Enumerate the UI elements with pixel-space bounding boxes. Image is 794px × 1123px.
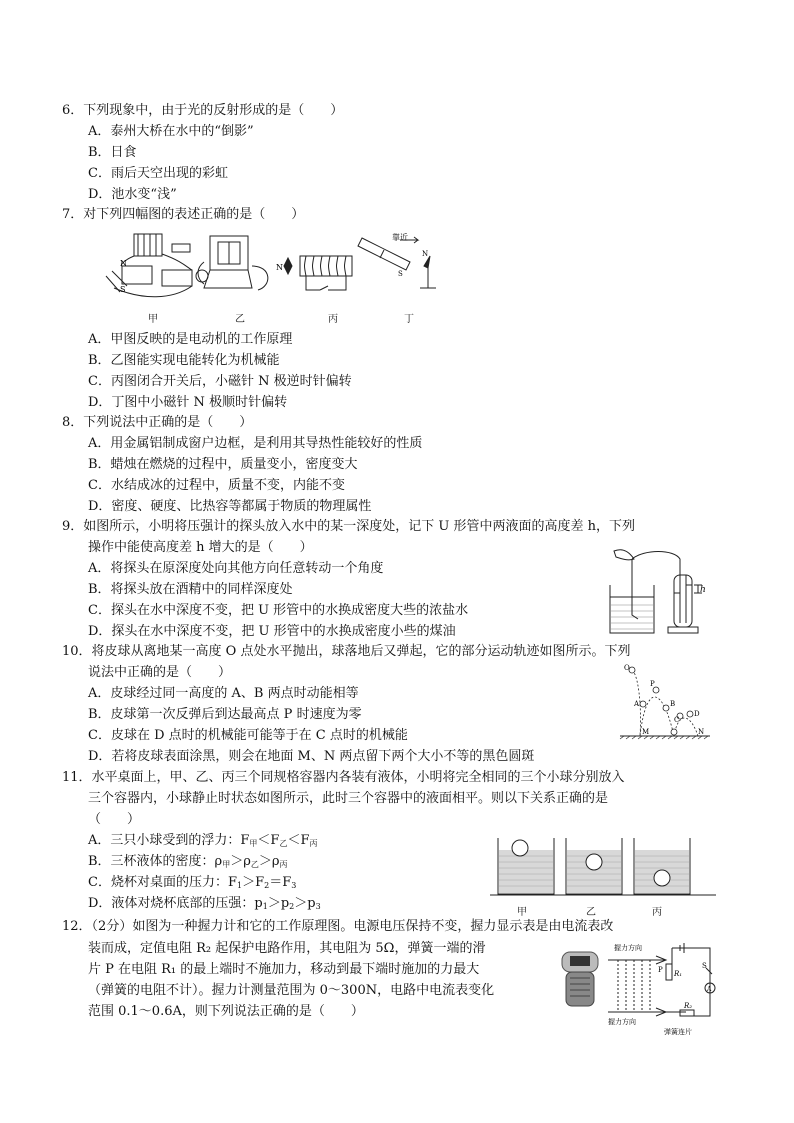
q11-label-yi: 乙 <box>586 907 596 918</box>
q10-point-p: P <box>650 680 655 688</box>
q7-figure-bing <box>284 256 352 290</box>
q7-figure-yi <box>196 236 268 290</box>
q9-option-c: C．探头在水中深度不变，把 U 形管中的水换成密度大些的浓盐水 <box>88 603 469 618</box>
q11-stem-line1: 11．水平桌面上，甲、乙、丙三个同规格容器内各装有液体，小明将完全相同的三个小球分别放入 <box>62 770 625 785</box>
q7-figures <box>92 226 447 306</box>
q12-switch-s-label: S <box>702 962 707 970</box>
q10-option-c: C．皮球在 D 点时的机械能可能等于在 C 点时的机械能 <box>88 728 408 743</box>
q10-point-o: O <box>624 664 630 672</box>
q11-option-b: B．三杯液体的密度：$\rho_甲>\rho_乙>\rho_丙$ <box>88 854 288 869</box>
q7-fig-n-label: N <box>120 259 127 268</box>
q12-spring-plate-label: 弹簧连片 <box>664 1028 692 1036</box>
q11-label-jia: 甲 <box>517 907 527 918</box>
q7-fig-ding-n: N <box>422 250 429 258</box>
q9-option-d: D．探头在水中深度不变，把 U 形管中的水换成密度小些的煤油 <box>88 624 456 639</box>
q9-option-b: B．将探头放在酒精中的同样深度处 <box>88 582 293 597</box>
q7-stem: 7．对下列四幅图的表述正确的是（ ） <box>62 207 305 222</box>
q10-ball-trajectory-figure <box>610 664 714 744</box>
q6-option-d: D．池水变“浅” <box>88 187 177 202</box>
q12-force-direction-bottom: 握力方向 <box>608 1018 636 1026</box>
q10-point-a: A <box>634 700 640 708</box>
q10-point-d: D <box>694 710 700 718</box>
q11-option-c: C．烧杯对桌面的压力：$F_1>F_2=F_3$ <box>88 875 297 890</box>
q10-option-d: D．若将皮球表面涂黑，则会在地面 M、N 两点留下两个大小不等的黑色圆斑 <box>88 749 535 764</box>
q7-fig-ding-s: S <box>398 270 403 278</box>
q10-point-n: N <box>698 728 705 736</box>
q7-fig-s-label: S <box>120 285 126 294</box>
q12-circuit-diagram <box>606 940 716 1036</box>
q12-ammeter-a-label: A <box>707 986 712 993</box>
q7-fig-near-label: 靠近 <box>392 233 408 242</box>
q10-option-a: A．皮球经过同一高度的 A、B 两点时动能相等 <box>88 686 359 701</box>
q6-option-c: C．雨后天空出现的彩虹 <box>88 166 228 181</box>
q11-stem-line3: （ ） <box>88 812 141 827</box>
q12-line3: 片 P 在电阻 R₁ 的最上端时不施加力，移动到最下端时施加的力最大 <box>88 962 480 977</box>
q9-fig-h-label: h <box>700 585 706 595</box>
q7-option-d: D．丁图中小磁针 N 极顺时针偏转 <box>88 395 288 410</box>
q9-pressure-gauge-figure <box>604 545 714 640</box>
q11-containers-figure <box>490 834 716 898</box>
q7-option-a: A．甲图反映的是电动机的工作原理 <box>88 332 293 347</box>
q7-label-yi: 乙 <box>235 314 245 325</box>
q10-stem-line2: 说法中正确的是（ ） <box>88 665 232 680</box>
q7-figure-ding <box>358 237 436 288</box>
q12-line4: （弹簧的电阻不计）。握力计测量范围为 0～300N，电路中电流表变化 <box>88 983 495 998</box>
q7-label-bing: 丙 <box>328 314 338 325</box>
q12-grip-device-photo <box>556 948 604 1012</box>
q8-option-a: A．用金属铝制成窗户边框，是利用其导热性能较好的性质 <box>88 436 423 451</box>
q7-fig-bing-n: N <box>276 263 283 272</box>
q11-option-a: A．三只小球受到的浮力：$F_甲<F_乙<F_丙$ <box>88 833 318 848</box>
q7-option-b: B．乙图能实现电能转化为机械能 <box>88 353 280 368</box>
q12-force-direction-top: 握力方向 <box>614 944 642 952</box>
q7-option-c: C．丙图闭合开关后，小磁针 N 极逆时针偏转 <box>88 374 352 389</box>
q12-slider-p-label: P <box>658 966 663 974</box>
q11-stem-line2: 三个容器内，小球静止时状态如图所示，此时三个容器中的液面相平。则以下关系正确的是 <box>88 791 609 806</box>
q7-figure-jia <box>106 234 192 297</box>
q9-stem-line1: 9．如图所示，小明将压强计的探头放入水中的某一深度处，记下 U 形管中两液面的高度差 h，下列 <box>62 519 635 534</box>
q6-stem: 6．下列现象中，由于光的反射形成的是（ ） <box>62 103 344 118</box>
q10-point-b: B <box>670 700 676 708</box>
q12-line2: 装而成，定值电阻 R₂ 起保护电路作用，其电阻为 5Ω，弹簧一端的滑 <box>88 941 486 956</box>
q7-label-jia: 甲 <box>148 314 158 325</box>
q10-point-c: C <box>674 716 680 724</box>
q12-line5: 范围 0.1～0.6A，则下列说法正确的是（ ） <box>88 1004 364 1019</box>
q7-label-ding: 丁 <box>404 314 414 325</box>
q12-r2-label: R₂ <box>684 1002 693 1010</box>
q10-option-b: B．皮球第一次反弹后到达最高点 P 时速度为零 <box>88 707 362 722</box>
q6-option-b: B．日食 <box>88 145 137 160</box>
q12-line1: 12．（2分）如图为一种握力计和它的工作原理图。电源电压保持不变，握力显示表是由电流表改 <box>62 919 614 934</box>
q10-stem-line1: 10．将皮球从离地某一高度 O 点处水平抛出，球落地后又弹起，它的部分运动轨迹如图所示。下列 <box>62 644 631 659</box>
q9-option-a: A．将探头在原深度处向其他方向任意转动一个角度 <box>88 561 384 576</box>
q8-option-c: C．水结成冰的过程中，质量不变，内能不变 <box>88 478 345 493</box>
q9-stem-line2: 操作中能使高度差 h 增大的是（ ） <box>88 540 313 555</box>
q6-option-a: A．泰州大桥在水中的“倒影” <box>88 124 254 139</box>
q11-label-bing: 丙 <box>652 907 662 918</box>
q8-option-b: B．蜡烛在燃烧的过程中，质量变小，密度变大 <box>88 457 358 472</box>
q8-stem: 8．下列说法中正确的是（ ） <box>62 415 253 430</box>
q10-point-m: M <box>642 728 650 736</box>
q11-option-d: D．液体对烧杯底部的压强：$p_1>p_2>p_3$ <box>88 896 321 911</box>
q12-r1-label: R₁ <box>674 970 683 978</box>
q8-option-d: D．密度、硬度、比热容等都属于物质的物理属性 <box>88 499 372 514</box>
